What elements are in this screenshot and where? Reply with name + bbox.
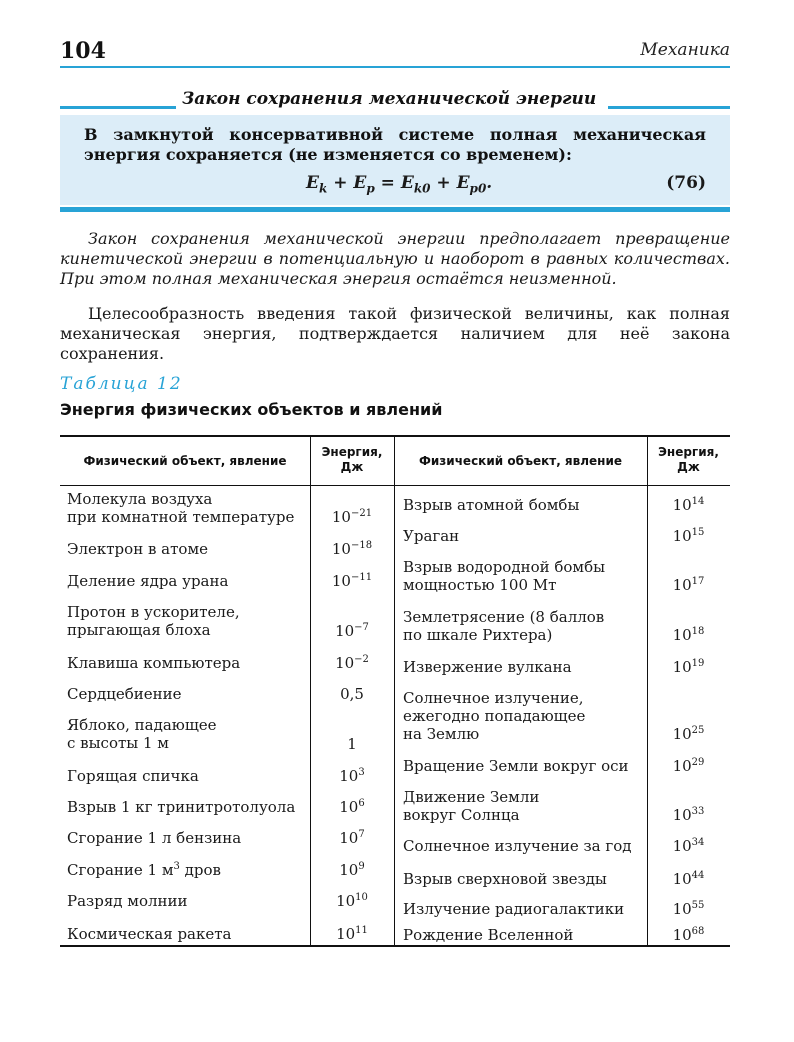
right-row-name: Движение Земли вокруг Солнца (403, 788, 540, 824)
left-row-value: $10^{11}$ (336, 925, 368, 943)
left-row-name: Горящая спичка (67, 767, 199, 785)
table-caption: Таблица 12 (60, 374, 183, 394)
page-header (60, 38, 730, 66)
header-energy-left: Энергия, Дж (321, 445, 383, 474)
right-row-name: Взрыв водородной бомбы мощностью 100 Мт (403, 558, 606, 594)
left-row-name: Молекула воздуха при комнатной температуре (67, 490, 295, 526)
table-bottom-rule (60, 945, 730, 947)
right-row-value: $10^{18}$ (672, 626, 705, 644)
equation-number: (76) (666, 173, 706, 193)
law-title-rule-left (60, 106, 176, 109)
section-title: Механика (640, 40, 730, 60)
paragraph-energy-justification: Целесообразность введения такой физической величины, как полная механическая энергия, подтверждается наличием для неё закона сохранения. (60, 304, 730, 363)
law-formula: $E_k + E_p = E_{k0} + E_{p0}$. (306, 173, 493, 196)
left-row-value: 1 (347, 735, 357, 753)
right-row-name: Взрыв атомной бомбы (403, 496, 580, 514)
left-row-name: Сгорание 1 л бензина (67, 829, 242, 847)
right-row-value: $10^{68}$ (672, 926, 705, 944)
energy-table (60, 435, 730, 947)
left-row-value: $10^9$ (339, 861, 365, 879)
table-header-rule (60, 485, 730, 486)
left-row-value: $10^{-2}$ (335, 654, 369, 672)
law-title: Закон сохранения механической энергии (182, 89, 597, 109)
right-row-value: $10^{19}$ (672, 658, 705, 676)
left-row-name: Сердцебиение (67, 685, 182, 703)
right-row-value: $10^{44}$ (672, 870, 705, 888)
right-row-value: $10^{25}$ (672, 725, 705, 743)
left-row-name: Взрыв 1 кг тринитротолуола (67, 798, 296, 816)
left-row-value: $10^7$ (339, 829, 365, 847)
header-object-left: Физический объект, явление (83, 454, 287, 468)
left-row-name: Разряд молнии (67, 892, 188, 910)
law-title-row (60, 89, 730, 113)
left-row-value: $10^{-18}$ (331, 540, 373, 558)
right-row-value: $10^{29}$ (672, 757, 705, 775)
left-row-name: Сгорание 1 $м^3$ дров (67, 861, 221, 879)
header-object-right: Физический объект, явление (419, 454, 622, 468)
right-row-name: Солнечное излучение за год (403, 837, 632, 855)
right-row-value: $10^{17}$ (672, 576, 705, 594)
table-col-divider-2 (394, 435, 395, 947)
left-row-value: 0,5 (340, 685, 364, 703)
right-row-name: Вращение Земли вокруг оси (403, 757, 629, 775)
right-row-name: Рождение Вселенной (403, 926, 574, 944)
left-row-value: $10^{10}$ (336, 892, 368, 910)
right-row-value: $10^{15}$ (672, 527, 705, 545)
header-rule (60, 66, 730, 68)
right-row-value: $10^{14}$ (672, 496, 705, 514)
law-title-rule-right (608, 106, 730, 109)
header-energy-right: Энергия, Дж (658, 445, 719, 474)
right-row-name: Взрыв сверхновой звезды (403, 870, 607, 888)
paragraph-law-explanation: Закон сохранения механической энергии предполагает превращение кинетической энергии в потенциальную и наоборот в равных количествах. При этом полная механическая энергия остаётся неизменной. (60, 229, 730, 288)
left-row-name: Электрон в атоме (67, 540, 208, 558)
left-row-value: $10^3$ (339, 767, 365, 785)
page-number: 104 (60, 38, 106, 64)
left-row-value: $10^{-11}$ (331, 572, 373, 590)
left-row-name: Яблоко, падающее с высоты 1 м (67, 716, 217, 752)
right-row-value: $10^{34}$ (672, 837, 705, 855)
left-row-name: Космическая ракета (67, 925, 232, 943)
law-box (60, 115, 730, 205)
law-box-bottom-rule (60, 207, 730, 212)
right-row-value: $10^{55}$ (672, 900, 705, 918)
law-statement: В замкнутой консервативной системе полная механическая энергия сохраняется (не изменяется со временем): (84, 125, 706, 164)
left-row-value: $10^6$ (339, 798, 365, 816)
right-row-name: Землетрясение (8 баллов по шкале Рихтера) (403, 608, 605, 644)
left-row-value: $10^{-21}$ (331, 508, 373, 526)
left-row-name: Клавиша компьютера (67, 654, 241, 672)
right-row-name: Излучение радиогалактики (403, 900, 625, 918)
right-row-name: Извержение вулкана (403, 658, 572, 676)
table-top-rule (60, 435, 730, 437)
right-row-name: Солнечное излучение, ежегодно попадающее на Землю (403, 689, 586, 743)
left-row-value: $10^{-7}$ (335, 622, 369, 640)
table-title: Энергия физических объектов и явлений (60, 400, 443, 419)
right-row-value: $10^{33}$ (672, 806, 705, 824)
right-row-name: Ураган (403, 527, 460, 545)
left-row-name: Протон в ускорителе, прыгающая блоха (67, 603, 240, 639)
left-row-name: Деление ядра урана (67, 572, 229, 590)
